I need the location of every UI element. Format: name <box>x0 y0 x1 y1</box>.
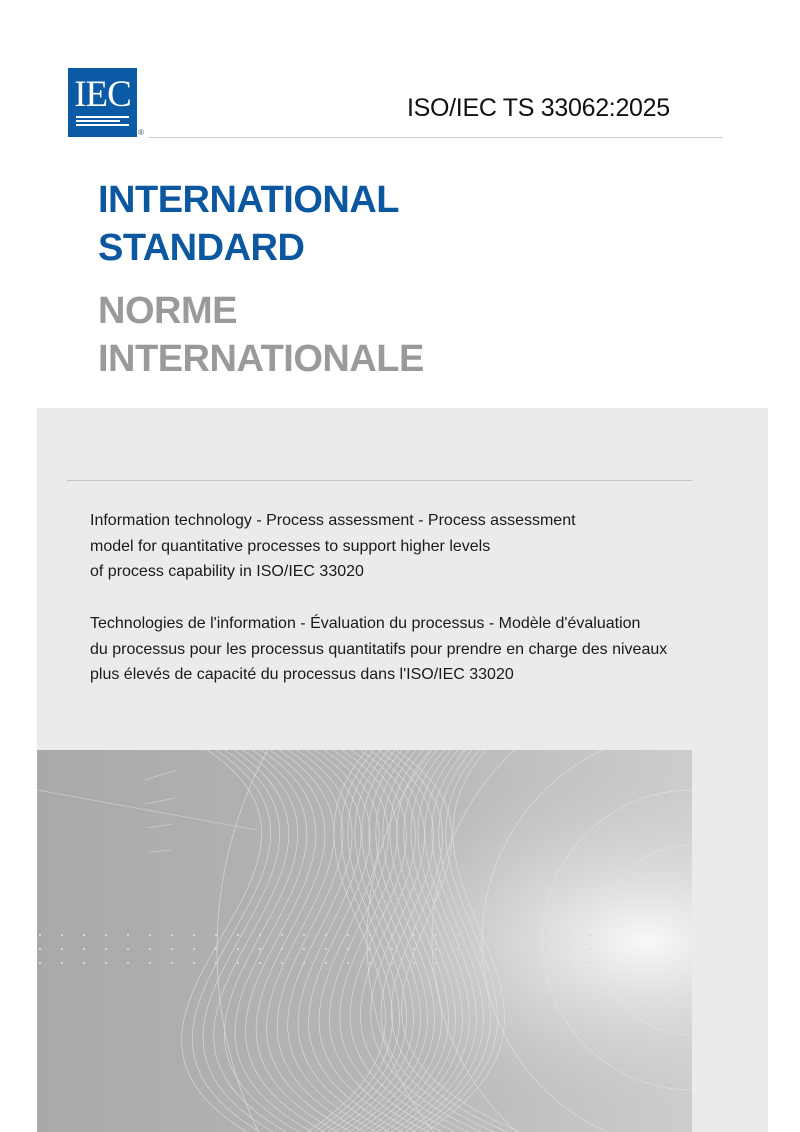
document-id: ISO/IEC TS 33062:2025 <box>407 94 670 122</box>
iec-logo <box>68 68 137 137</box>
description-english-line: of process capability in ISO/IEC 33020 <box>90 563 364 580</box>
title-english-line1: INTERNATIONAL <box>98 179 399 221</box>
description-french-line: Technologies de l'information - Évaluation du processus - Modèle d'évaluation <box>90 615 641 632</box>
decorative-cover-art <box>37 750 692 1132</box>
title-english-line2: STANDARD <box>98 227 305 269</box>
description-english <box>90 508 576 585</box>
title-french-line2: INTERNATIONALE <box>98 338 424 380</box>
logo-lines-icon <box>76 116 129 128</box>
description-english-line: model for quantitative processes to support higher levels <box>90 537 491 555</box>
description-french-line: du processus pour les processus quantitatifs pour prendre en charge des niveaux <box>90 640 668 658</box>
panel-divider <box>67 480 692 481</box>
header-divider <box>148 137 723 138</box>
registered-mark: ® <box>138 128 144 137</box>
title-english <box>98 176 399 272</box>
title-french-line1: NORME <box>98 290 237 332</box>
description-english-line: Information technology - Process assessment - Process assessment <box>90 512 576 529</box>
logo-text: IEC <box>74 74 131 115</box>
title-french <box>98 287 424 383</box>
description-french <box>90 611 667 688</box>
description-french-line: plus élevés de capacité du processus dans l'ISO/IEC 33020 <box>90 666 514 683</box>
